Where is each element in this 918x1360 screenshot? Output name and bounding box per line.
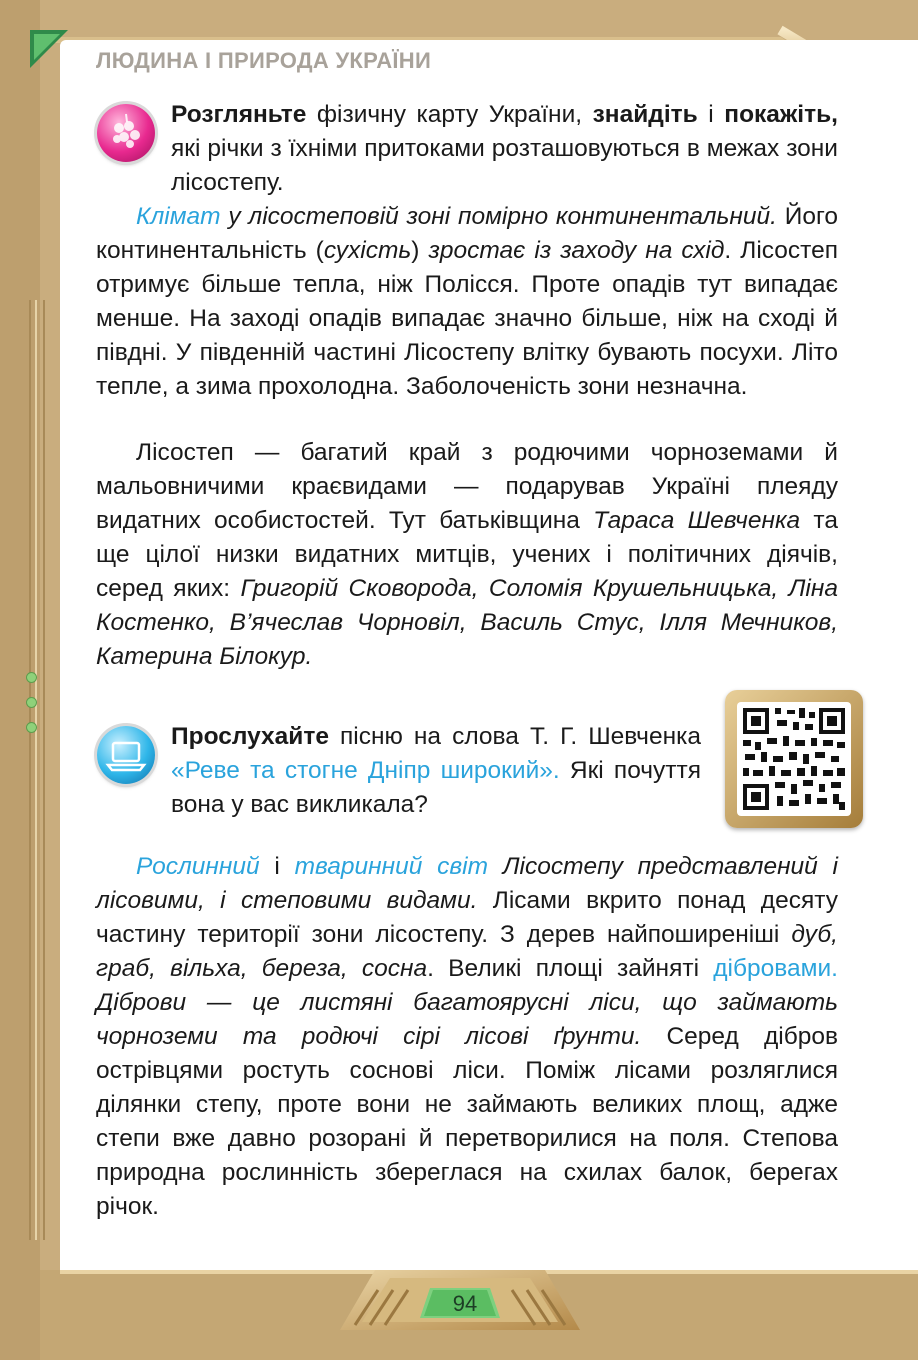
task-listen-song: Прослухайте пісню на слова Т. Г. Шевченка «Реве та стогне Дніпр широкий». Які почуття вона у вас викликала? xyxy=(171,723,702,818)
term-climate: Клімат xyxy=(136,203,221,230)
laptop-icon xyxy=(97,726,155,784)
qr-code-icon[interactable] xyxy=(725,690,863,828)
page-number: 94 xyxy=(452,1291,478,1316)
section-header: ЛЮДИНА І ПРИРОДА УКРАЇНИ xyxy=(96,48,432,73)
term-fauna: тваринний світ xyxy=(294,853,488,880)
term-oak-groves: дібровами. xyxy=(713,955,838,982)
paragraph-flora-fauna: Рослинний і тваринний світ Лісостепу представлений і лісовими, і степовими видами. Лісами вкрито понад десяту частину території зони лісостепу. З дерев найпоширеніші дуб, граб, вільха, береза, сосна. Великі площі зайняті дібровами. Діброви — це листяні багатоярусні ліси, що займають чорноземи та родючі сірі лісові ґрунти. Серед дібров острівцями ростуть соснові ліси. Поміж лісами розляглися ділянки степу, проте вони не займають великих площ, адже степи вже давно розорані й перетворилися на поля. Степова природна рослинність збереглася на схилах балок, берегах річок. xyxy=(96,853,839,1220)
song-title: «Реве та стогне Дніпр широкий». xyxy=(171,757,560,784)
margin-dots xyxy=(26,672,37,747)
task-examine-map: Розгляньте фізичну карту України, знайдіть і покажіть, які річки з їхніми притоками розташовуються в межах зони лісостепу. xyxy=(171,101,838,196)
rowan-berries-icon xyxy=(97,104,155,162)
paragraph-climate: Клімат у лісостеповій зоні помірно континентальний. Його континентальність (сухість) зростає із заходу на схід. Лісостеп отримує більше тепла, ніж Полісся. Проте опадів тут випадає менше. На заході опадів випадає значно більше, ніж на сході й півдні. У південній частині Лісостепу влітку бувають посухи. Літо тепле, а зима прохолодна. Заболоченість зони незначна. xyxy=(96,203,838,400)
term-flora: Рослинний xyxy=(136,853,260,880)
paragraph-notable-people: Лісостеп — багатий край з родючими чорноземами й мальовничими краєвидами — подарував Україні плеяду видатних особистостей. Тут батьківщина Тараса Шевченка та ще цілої низки видатних митців, учених і політичних діячів, серед яких: Григорій Сковорода, Соломія Крушельницька, Ліна Костенко, В’ячеслав Чорновіл, Василь Стус, Ілля Мечников, Катерина Білокур. xyxy=(96,439,838,670)
